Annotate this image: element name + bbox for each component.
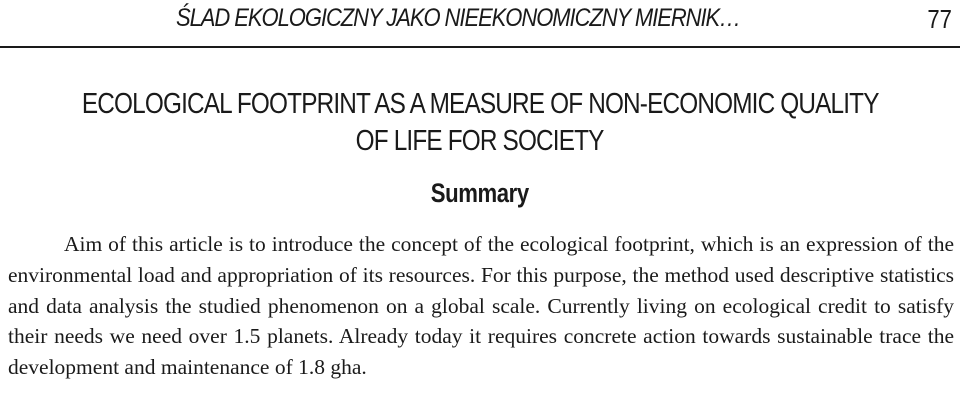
running-header bbox=[0, 0, 960, 48]
article-title-line-2-text: OF LIFE FOR SOCIETY bbox=[356, 125, 604, 157]
summary-heading bbox=[0, 178, 960, 209]
summary-heading-text: Summary bbox=[430, 178, 530, 208]
article-title-line-2 bbox=[0, 125, 960, 158]
article-title-line-1 bbox=[0, 88, 960, 121]
article-title-line-1-text: ECOLOGICAL FOOTPRINT AS A MEASURE OF NON-ECONOMIC QUALITY bbox=[81, 88, 879, 120]
page-number: 77 bbox=[927, 4, 952, 34]
header-rule bbox=[0, 46, 960, 48]
running-title: ŚLAD EKOLOGICZNY JAKO NIEEKONOMICZNY MIERNIK… bbox=[176, 4, 741, 32]
summary-paragraph: Aim of this article is to introduce the concept of the ecological footprint, which is an expression of the environmental load and appropriation of its resources. For this purpose, the method used descriptive statistics and data analysis the studied phenomenon on a global scale. Currently living on ecological credit to satisfy their needs we need over 1.5 planets. Already today it requires concrete action towards sustainable trace the development and maintenance of 1.8 gha. bbox=[8, 232, 954, 380]
